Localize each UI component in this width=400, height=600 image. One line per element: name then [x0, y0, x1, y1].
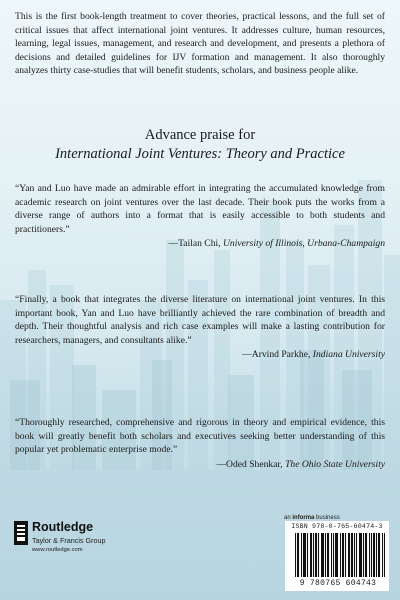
publisher-name: Routledge	[32, 520, 94, 534]
barcode-box	[285, 521, 389, 591]
quote-affiliation: University of Illinois, Urbana-Champaign	[222, 238, 385, 250]
quote-author: —Tailan Chi,	[168, 238, 221, 250]
quote-author: —Arvind Parkhe,	[242, 349, 311, 361]
quote-text: “Finally, a book that integrates the diverse literature on international joint ventures. In this important book, Yan and Luo have brilliantly achieved the rare combination of breadth and depth. Their thoughtful analysis and rich case examples will make a lasting contribution for researchers, managers, and consultants alike.”	[15, 294, 385, 346]
publisher-url: www.routledge.com	[32, 547, 83, 553]
quote-author: —Oded Shenkar,	[216, 458, 283, 470]
publisher-group: Taylor & Francis Group	[32, 536, 106, 545]
quote-attribution	[15, 237, 385, 251]
quote-affiliation: Indiana University	[312, 349, 385, 361]
praise-heading	[0, 126, 400, 164]
endorsement-quote	[15, 293, 385, 362]
informa-suffix: business	[316, 515, 340, 521]
book-description: This is the first book-length treatment to cover theories, practical lessons, and the full set of critical issues that affect international joint ventures. It addresses culture, human resources, learning, legal issues, management, and research and development, and presents a plethora of decisions and detailed guidelines for IJV formation and management. It also thoroughly analyzes thirty case-studies that will benefit students, scholars, and business people alike.	[15, 11, 385, 77]
endorsement-quote	[15, 416, 385, 471]
publisher-block	[14, 521, 124, 561]
praise-heading-label: Advance praise for	[144, 127, 256, 143]
quote-attribution	[15, 458, 385, 472]
informa-brand: informa	[292, 515, 315, 521]
quote-attribution	[15, 348, 385, 362]
isbn-label: ISBN 978-0-765-60474-3	[291, 523, 383, 530]
barcode-digits: 9 780765 604743	[299, 579, 377, 588]
informa-prefix: an	[284, 515, 291, 521]
book-title: International Joint Ventures: Theory and Practice	[55, 146, 345, 162]
quote-text: “Yan and Luo have made an admirable effort in integrating the accumulated knowledge from academic research on joint ventures over the last decade. Their book puts the works from a diverse range of authors into a format that is easily accessible to both students and practitioners.”	[15, 183, 385, 235]
routledge-logo-icon	[14, 521, 28, 545]
barcode	[295, 533, 385, 577]
quote-affiliation: The Ohio State University	[285, 458, 385, 470]
quote-text: “Thoroughly researched, comprehensive and rigorous in theory and empirical evidence, this book will greatly benefit both scholars and executives seeking better understanding of this popular yet problematic enterprise mode.”	[15, 417, 385, 456]
endorsement-quote	[15, 182, 385, 251]
